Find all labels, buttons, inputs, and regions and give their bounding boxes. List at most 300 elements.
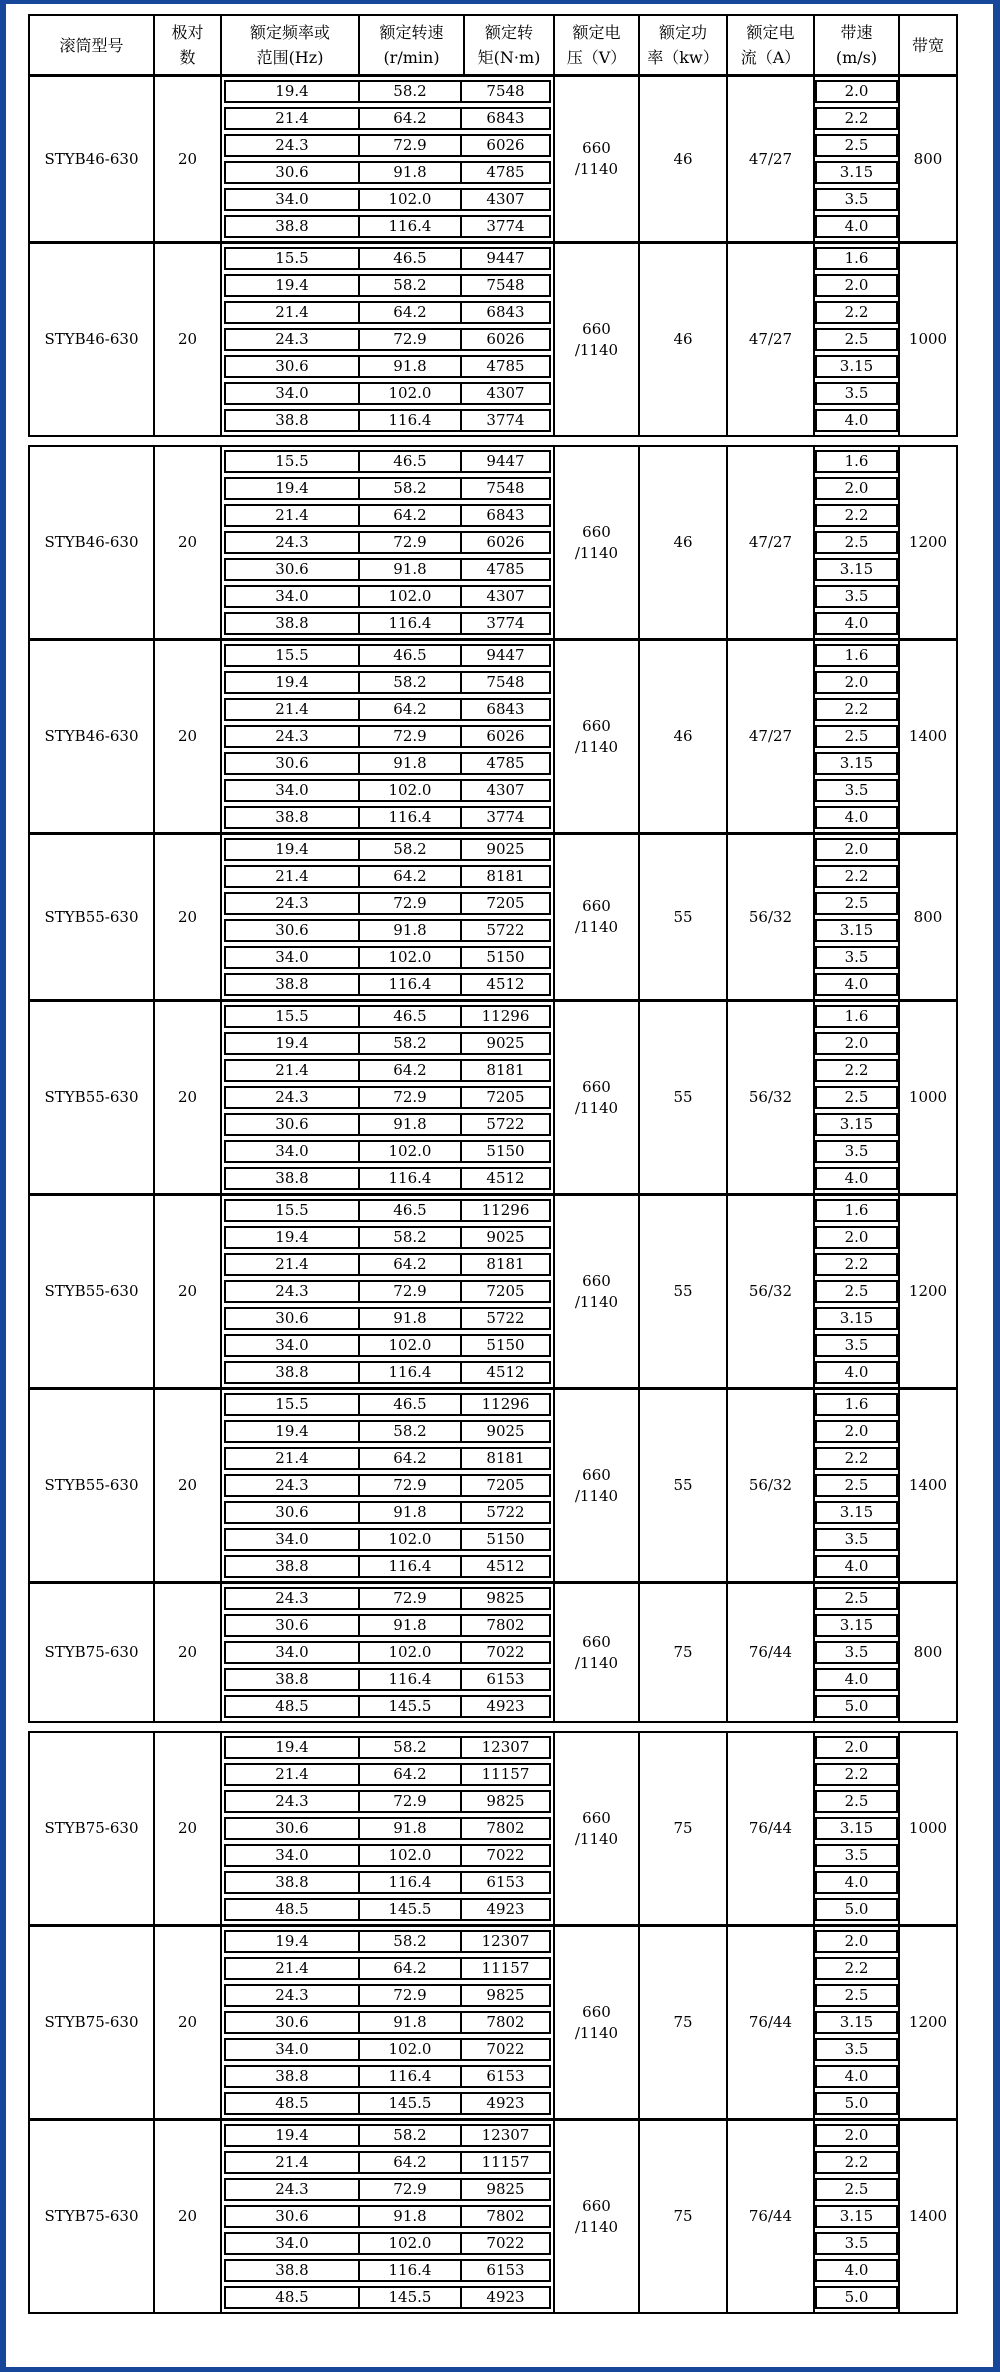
frequency-value: 19.4 [226, 1228, 360, 1247]
header-rated-frequency [222, 16, 360, 74]
torque-value: 9447 [486, 249, 525, 267]
spec-row [224, 1447, 551, 1470]
torque-value: 7548 [486, 276, 525, 294]
frequency-value: 30.6 [226, 163, 360, 182]
header-belt-speed [815, 16, 900, 74]
torque-value: 12307 [481, 1932, 530, 1950]
frequency-value: 21.4 [226, 700, 360, 719]
freq-speed-torque-rows [222, 77, 555, 241]
spec-row [224, 2011, 551, 2034]
rated-speed-value: 58.2 [360, 82, 462, 101]
torque-value: 4923 [486, 2094, 525, 2112]
belt-width-cell: 1000 [908, 1819, 948, 1837]
belt-speed-value: 2.0 [815, 838, 898, 861]
rated-speed-value: 91.8 [360, 1819, 462, 1838]
pole-pairs-cell: 20 [155, 1196, 222, 1387]
torque-value: 6026 [486, 330, 525, 348]
pole-pairs-cell: 20 [155, 77, 222, 241]
voltage-line: 660 [582, 1077, 611, 1096]
model-cell: STYB46-630 [30, 447, 155, 638]
torque-value: 3774 [486, 614, 525, 632]
belt-speed-value: 2.0 [815, 80, 898, 103]
current-cell: 56/32 [728, 1196, 815, 1387]
power-cell: 55 [640, 1002, 728, 1193]
belt-speed-value: 3.5 [815, 1528, 898, 1551]
segment-1-blocks [30, 77, 956, 435]
spec-row [224, 1898, 551, 1921]
spec-block [30, 1733, 956, 1924]
rated-speed-value: 72.9 [360, 727, 462, 746]
pole-pairs-cell: 20 [155, 1584, 222, 1721]
header-label: 额定功 [658, 23, 707, 42]
belt-speed-value: 3.5 [815, 779, 898, 802]
freq-speed-torque-rows [222, 2121, 555, 2312]
belt-speed-value: 2.0 [815, 1930, 898, 1953]
voltage-line: 660 [582, 716, 611, 735]
spec-row [224, 328, 551, 351]
spec-row [224, 752, 551, 775]
spec-row [224, 80, 551, 103]
belt-speed-value: 2.2 [815, 1447, 898, 1470]
belt-speed-column [815, 835, 900, 999]
belt-speed-value: 2.5 [815, 531, 898, 554]
belt-speed-value: 3.5 [815, 2232, 898, 2255]
spec-row [224, 2232, 551, 2255]
freq-speed-torque-rows [222, 1584, 555, 1721]
torque-value: 9447 [486, 646, 525, 664]
spec-block [30, 241, 956, 435]
frequency-value: 38.8 [226, 2261, 360, 2280]
spec-row [224, 558, 551, 581]
spec-row [224, 1393, 551, 1416]
header-label: 额定电 [746, 23, 795, 42]
power-cell: 55 [640, 1390, 728, 1581]
model-cell: STYB55-630 [30, 1390, 155, 1581]
frequency-value: 21.4 [226, 1255, 360, 1274]
belt-speed-value: 4.0 [815, 1167, 898, 1190]
spec-row [224, 2038, 551, 2061]
freq-speed-torque-rows [222, 641, 555, 832]
voltage-line: 660 [582, 1271, 611, 1290]
current-cell: 47/27 [728, 447, 815, 638]
frequency-value: 21.4 [226, 1765, 360, 1784]
frequency-value: 15.5 [226, 1201, 360, 1220]
belt-speed-column [815, 2121, 900, 2312]
frequency-value: 38.8 [226, 411, 360, 430]
torque-value: 7548 [486, 479, 525, 497]
table-segment-2 [28, 445, 958, 1723]
frequency-value: 34.0 [226, 384, 360, 403]
model-cell: STYB55-630 [30, 1002, 155, 1193]
frequency-value: 38.8 [226, 1873, 360, 1892]
frequency-value: 30.6 [226, 1115, 360, 1134]
belt-speed-value: 2.5 [815, 328, 898, 351]
belt-speed-value: 1.6 [815, 247, 898, 270]
rated-speed-value: 102.0 [360, 948, 462, 967]
spec-row [224, 477, 551, 500]
torque-value: 7802 [486, 1616, 525, 1634]
table-segment-1 [28, 14, 958, 437]
voltage-line: /1140 [574, 2023, 619, 2042]
belt-speed-value: 2.0 [815, 1226, 898, 1249]
voltage-line: /1140 [574, 1292, 619, 1311]
belt-width-cell: 800 [913, 1643, 943, 1661]
rated-speed-value: 102.0 [360, 1846, 462, 1865]
spec-row [224, 1817, 551, 1840]
frequency-value: 48.5 [226, 2288, 360, 2307]
header-label: (r/min) [383, 48, 440, 67]
rated-speed-value: 58.2 [360, 1932, 462, 1951]
frequency-value: 24.3 [226, 2180, 360, 2199]
torque-value: 8181 [486, 1449, 525, 1467]
torque-value: 7802 [486, 1819, 525, 1837]
spec-row [224, 2092, 551, 2115]
belt-speed-value: 3.5 [815, 946, 898, 969]
voltage-line: /1140 [574, 1098, 619, 1117]
torque-value: 7205 [486, 1088, 525, 1106]
current-cell: 56/32 [728, 1390, 815, 1581]
pole-pairs-cell: 20 [155, 2121, 222, 2312]
spec-row [224, 531, 551, 554]
spec-row [224, 2178, 551, 2201]
spec-block [30, 999, 956, 1193]
spec-row [224, 161, 551, 184]
belt-speed-value: 2.5 [815, 1790, 898, 1813]
frequency-value: 24.3 [226, 136, 360, 155]
power-cell: 75 [640, 1927, 728, 2118]
torque-value: 4923 [486, 1900, 525, 1918]
belt-speed-value: 5.0 [815, 2092, 898, 2115]
rated-speed-value: 72.9 [360, 1476, 462, 1495]
power-cell: 46 [640, 641, 728, 832]
rated-speed-value: 116.4 [360, 1670, 462, 1689]
torque-value: 5150 [486, 1530, 525, 1548]
belt-speed-column [815, 447, 900, 638]
header-drum-model [30, 16, 155, 74]
rated-speed-value: 64.2 [360, 1959, 462, 1978]
torque-value: 7802 [486, 2013, 525, 2031]
header-rated-voltage [555, 16, 640, 74]
torque-value: 5722 [486, 1309, 525, 1327]
belt-speed-value: 3.15 [815, 2011, 898, 2034]
belt-speed-column [815, 1927, 900, 2118]
rated-speed-value: 116.4 [360, 1557, 462, 1576]
frequency-value: 30.6 [226, 2207, 360, 2226]
rated-speed-value: 116.4 [360, 2261, 462, 2280]
frequency-value: 48.5 [226, 1697, 360, 1716]
frequency-value: 21.4 [226, 303, 360, 322]
torque-value: 11157 [481, 1959, 530, 1977]
model-cell: STYB75-630 [30, 1733, 155, 1924]
frequency-value: 21.4 [226, 2153, 360, 2172]
segment-2-blocks [30, 447, 956, 1721]
spec-row [224, 107, 551, 130]
torque-value: 11296 [481, 1395, 530, 1413]
voltage-line: /1140 [574, 340, 619, 359]
belt-speed-value: 5.0 [815, 1695, 898, 1718]
belt-width-cell: 800 [913, 907, 943, 926]
belt-speed-value: 2.2 [815, 1059, 898, 1082]
voltage-line: 660 [582, 522, 611, 541]
spec-row [224, 274, 551, 297]
belt-speed-column [815, 1390, 900, 1581]
torque-value: 3774 [486, 808, 525, 826]
belt-speed-value: 3.5 [815, 585, 898, 608]
belt-speed-value: 2.5 [815, 134, 898, 157]
voltage-line: /1140 [574, 160, 619, 178]
frequency-value: 48.5 [226, 1900, 360, 1919]
spec-row [224, 1695, 551, 1718]
belt-speed-value: 2.2 [815, 1957, 898, 1980]
belt-speed-value: 2.2 [815, 2151, 898, 2174]
rated-speed-value: 64.2 [360, 1061, 462, 1080]
torque-value: 9025 [486, 1228, 525, 1246]
spec-row [224, 450, 551, 473]
belt-speed-value: 2.0 [815, 1736, 898, 1759]
spec-row [224, 2205, 551, 2228]
model-cell: STYB75-630 [30, 2121, 155, 2312]
frequency-value: 15.5 [226, 646, 360, 665]
pole-pairs-cell: 20 [155, 641, 222, 832]
rated-speed-value: 64.2 [360, 867, 462, 886]
spec-row [224, 1334, 551, 1357]
torque-value: 5722 [486, 921, 525, 939]
frequency-value: 15.5 [226, 249, 360, 268]
belt-speed-value: 2.5 [815, 1280, 898, 1303]
voltage-line: /1140 [574, 1653, 619, 1672]
frequency-value: 34.0 [226, 2234, 360, 2253]
frequency-value: 24.3 [226, 1986, 360, 2005]
rated-speed-value: 46.5 [360, 1007, 462, 1026]
belt-width-cell: 1200 [908, 533, 948, 551]
header-label: 带宽 [911, 35, 944, 55]
table-segment-3 [28, 1731, 958, 2314]
torque-value: 7205 [486, 894, 525, 912]
belt-speed-value: 5.0 [815, 2286, 898, 2309]
spec-row [224, 1361, 551, 1384]
frequency-value: 19.4 [226, 82, 360, 101]
rated-speed-value: 58.2 [360, 1034, 462, 1053]
spec-row [224, 1528, 551, 1551]
torque-value: 9025 [486, 840, 525, 858]
torque-value: 7022 [486, 1643, 525, 1661]
frequency-value: 34.0 [226, 1142, 360, 1161]
frequency-value: 24.3 [226, 533, 360, 552]
torque-value: 4785 [486, 560, 525, 578]
belt-speed-value: 3.5 [815, 1334, 898, 1357]
spec-row [224, 919, 551, 942]
spec-row [224, 2286, 551, 2309]
spec-row [224, 1930, 551, 1953]
frequency-value: 30.6 [226, 1819, 360, 1838]
rated-speed-value: 91.8 [360, 754, 462, 773]
power-cell: 75 [640, 2121, 728, 2312]
belt-speed-value: 2.2 [815, 865, 898, 888]
torque-value: 7205 [486, 1282, 525, 1300]
rated-speed-value: 91.8 [360, 357, 462, 376]
belt-speed-value: 4.0 [815, 2065, 898, 2088]
rated-speed-value: 145.5 [360, 2094, 462, 2113]
torque-value: 11157 [481, 2153, 530, 2171]
belt-speed-value: 2.5 [815, 1474, 898, 1497]
header-label: 矩(N·m) [477, 48, 541, 67]
rated-speed-value: 102.0 [360, 1530, 462, 1549]
torque-value: 4923 [486, 1697, 525, 1715]
rated-speed-value: 58.2 [360, 1228, 462, 1247]
freq-speed-torque-rows [222, 1733, 555, 1924]
frequency-value: 34.0 [226, 948, 360, 967]
rated-speed-value: 116.4 [360, 975, 462, 994]
voltage-line: /1140 [574, 543, 619, 562]
belt-speed-value: 4.0 [815, 1555, 898, 1578]
belt-speed-value: 3.15 [815, 1817, 898, 1840]
voltage-cell [555, 1390, 640, 1581]
spec-row [224, 1844, 551, 1867]
belt-speed-column [815, 1002, 900, 1193]
frequency-value: 38.8 [226, 2067, 360, 2086]
model-cell: STYB55-630 [30, 1196, 155, 1387]
belt-speed-value: 3.5 [815, 1641, 898, 1664]
header-label: 额定转速 [379, 23, 444, 42]
spec-row [224, 585, 551, 608]
belt-speed-value: 3.15 [815, 1501, 898, 1524]
frequency-value: 24.3 [226, 330, 360, 349]
spec-row [224, 1614, 551, 1637]
frequency-value: 19.4 [226, 673, 360, 692]
frequency-value: 34.0 [226, 1336, 360, 1355]
spec-row [224, 1763, 551, 1786]
belt-speed-value: 2.2 [815, 698, 898, 721]
frequency-value: 48.5 [226, 2094, 360, 2113]
rated-speed-value: 72.9 [360, 136, 462, 155]
rated-speed-value: 72.9 [360, 1986, 462, 2005]
torque-value: 6843 [486, 700, 525, 718]
rated-speed-value: 58.2 [360, 840, 462, 859]
spec-row [224, 2259, 551, 2282]
torque-value: 8181 [486, 1061, 525, 1079]
belt-speed-value: 1.6 [815, 450, 898, 473]
spec-row [224, 1736, 551, 1759]
power-cell: 46 [640, 244, 728, 435]
torque-value: 5150 [486, 948, 525, 966]
belt-speed-value: 2.2 [815, 301, 898, 324]
rated-speed-value: 64.2 [360, 2153, 462, 2172]
rated-speed-value: 64.2 [360, 1449, 462, 1468]
freq-speed-torque-rows [222, 244, 555, 435]
voltage-line: 660 [582, 319, 611, 338]
belt-speed-value: 2.2 [815, 107, 898, 130]
frequency-value: 30.6 [226, 2013, 360, 2032]
current-cell: 56/32 [728, 835, 815, 999]
belt-speed-value: 5.0 [815, 1898, 898, 1921]
belt-speed-value: 3.15 [815, 1307, 898, 1330]
belt-speed-value: 2.0 [815, 1420, 898, 1443]
spec-block [30, 1924, 956, 2118]
rated-speed-value: 46.5 [360, 452, 462, 471]
torque-value: 4307 [486, 781, 525, 799]
header-pole-pairs [155, 16, 222, 74]
frequency-value: 15.5 [226, 452, 360, 471]
belt-speed-value: 1.6 [815, 1005, 898, 1028]
rated-speed-value: 72.9 [360, 533, 462, 552]
torque-value: 5150 [486, 1336, 525, 1354]
torque-value: 6026 [486, 727, 525, 745]
belt-speed-value: 2.2 [815, 1763, 898, 1786]
belt-speed-value: 3.15 [815, 161, 898, 184]
spec-row [224, 1140, 551, 1163]
rated-speed-value: 58.2 [360, 1738, 462, 1757]
frequency-value: 24.3 [226, 1282, 360, 1301]
power-cell: 46 [640, 77, 728, 241]
belt-speed-value: 3.5 [815, 2038, 898, 2061]
belt-speed-value: 1.6 [815, 644, 898, 667]
rated-speed-value: 72.9 [360, 2180, 462, 2199]
torque-value: 4785 [486, 163, 525, 181]
voltage-cell [555, 1927, 640, 2118]
frequency-value: 38.8 [226, 217, 360, 236]
rated-speed-value: 102.0 [360, 190, 462, 209]
frequency-value: 30.6 [226, 754, 360, 773]
current-cell: 47/27 [728, 641, 815, 832]
current-cell: 56/32 [728, 1002, 815, 1193]
frequency-value: 15.5 [226, 1395, 360, 1414]
belt-speed-value: 2.5 [815, 725, 898, 748]
header-rated-speed [360, 16, 465, 74]
rated-speed-value: 91.8 [360, 1616, 462, 1635]
spec-block [30, 1387, 956, 1581]
rated-speed-value: 64.2 [360, 109, 462, 128]
frequency-value: 19.4 [226, 479, 360, 498]
belt-speed-value: 2.2 [815, 504, 898, 527]
belt-speed-column [815, 641, 900, 832]
header-label: 范围(Hz) [256, 48, 324, 67]
rated-speed-value: 58.2 [360, 1422, 462, 1441]
rated-speed-value: 46.5 [360, 249, 462, 268]
model-cell: STYB75-630 [30, 1927, 155, 2118]
frequency-value: 19.4 [226, 2126, 360, 2145]
spec-row [224, 188, 551, 211]
belt-speed-value: 2.0 [815, 1032, 898, 1055]
torque-value: 9447 [486, 452, 525, 470]
spec-row [224, 612, 551, 635]
table-header-row [30, 16, 956, 77]
rated-speed-value: 91.8 [360, 1503, 462, 1522]
belt-speed-value: 2.5 [815, 1984, 898, 2007]
frequency-value: 21.4 [226, 506, 360, 525]
voltage-cell [555, 835, 640, 999]
spec-row [224, 2065, 551, 2088]
torque-value: 6843 [486, 109, 525, 127]
header-label: 额定电 [572, 23, 621, 42]
spec-row [224, 1641, 551, 1664]
torque-value: 7022 [486, 2234, 525, 2252]
frequency-value: 24.3 [226, 727, 360, 746]
spec-row [224, 1199, 551, 1222]
torque-value: 11296 [481, 1201, 530, 1219]
rated-speed-value: 145.5 [360, 1697, 462, 1716]
rated-speed-value: 91.8 [360, 163, 462, 182]
belt-speed-value: 3.15 [815, 1113, 898, 1136]
header-label: 额定转 [484, 23, 533, 42]
rated-speed-value: 116.4 [360, 217, 462, 236]
belt-speed-column [815, 244, 900, 435]
frequency-value: 21.4 [226, 867, 360, 886]
belt-speed-value: 4.0 [815, 973, 898, 996]
header-label: 额定频率或 [249, 23, 330, 42]
torque-value: 4785 [486, 357, 525, 375]
spec-row [224, 1059, 551, 1082]
spec-row [224, 1474, 551, 1497]
